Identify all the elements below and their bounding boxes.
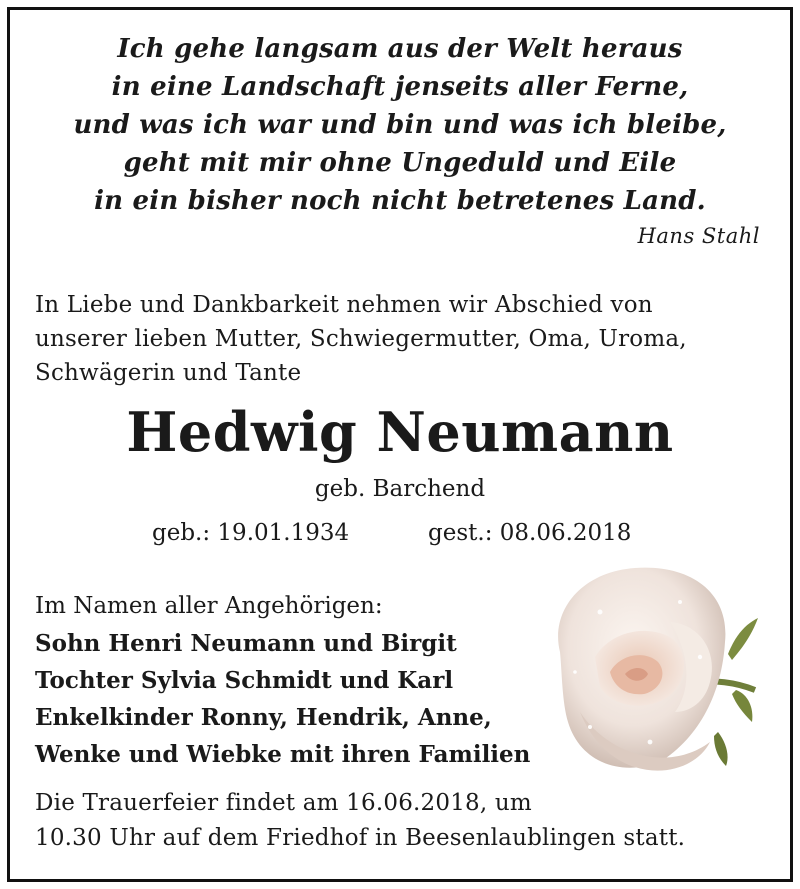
- intro-line: unserer lieben Mutter, Schwiegermutter, Oma, Uroma,: [35, 326, 687, 352]
- family-member-line: Sohn Henri Neumann und Birgit: [35, 630, 457, 657]
- service-line: Die Trauerfeier findet am 16.06.2018, um: [35, 790, 532, 816]
- family-member-line: Enkelkinder Ronny, Hendrik, Anne,: [35, 704, 492, 731]
- maiden-name: geb. Barchend: [314, 476, 486, 502]
- poem-author: Hans Stahl: [637, 224, 760, 248]
- family-member-line: Wenke und Wiebke mit ihren Familien: [35, 741, 531, 768]
- intro-text: [35, 288, 770, 390]
- service-info: [35, 786, 685, 856]
- family-list: [35, 588, 530, 773]
- poem-line: in ein bisher noch nicht betretenes Land.: [94, 186, 706, 216]
- poem-line: geht mit mir ohne Ungeduld und Eile: [123, 148, 677, 178]
- family-member-line: Tochter Sylvia Schmidt und Karl: [35, 667, 454, 694]
- intro-line: Schwägerin und Tante: [35, 360, 302, 386]
- deceased-name: Hedwig Neumann: [126, 400, 674, 464]
- death-date: gest.: 08.06.2018: [428, 520, 632, 546]
- poem-line: Ich gehe langsam aus der Welt heraus: [117, 34, 683, 64]
- service-line: 10.30 Uhr auf dem Friedhof in Beesenlaublingen statt.: [35, 825, 686, 851]
- birth-date: geb.: 19.01.1934: [152, 520, 350, 546]
- intro-line: In Liebe und Dankbarkeit nehmen wir Abschied von: [35, 292, 653, 318]
- family-heading: Im Namen aller Angehörigen:: [35, 593, 383, 619]
- poem: [0, 30, 800, 220]
- poem-line: und was ich war und bin und was ich bleibe,: [73, 110, 727, 140]
- poem-line: in eine Landschaft jenseits aller Ferne,: [111, 72, 689, 102]
- rose-illustration: [540, 562, 776, 792]
